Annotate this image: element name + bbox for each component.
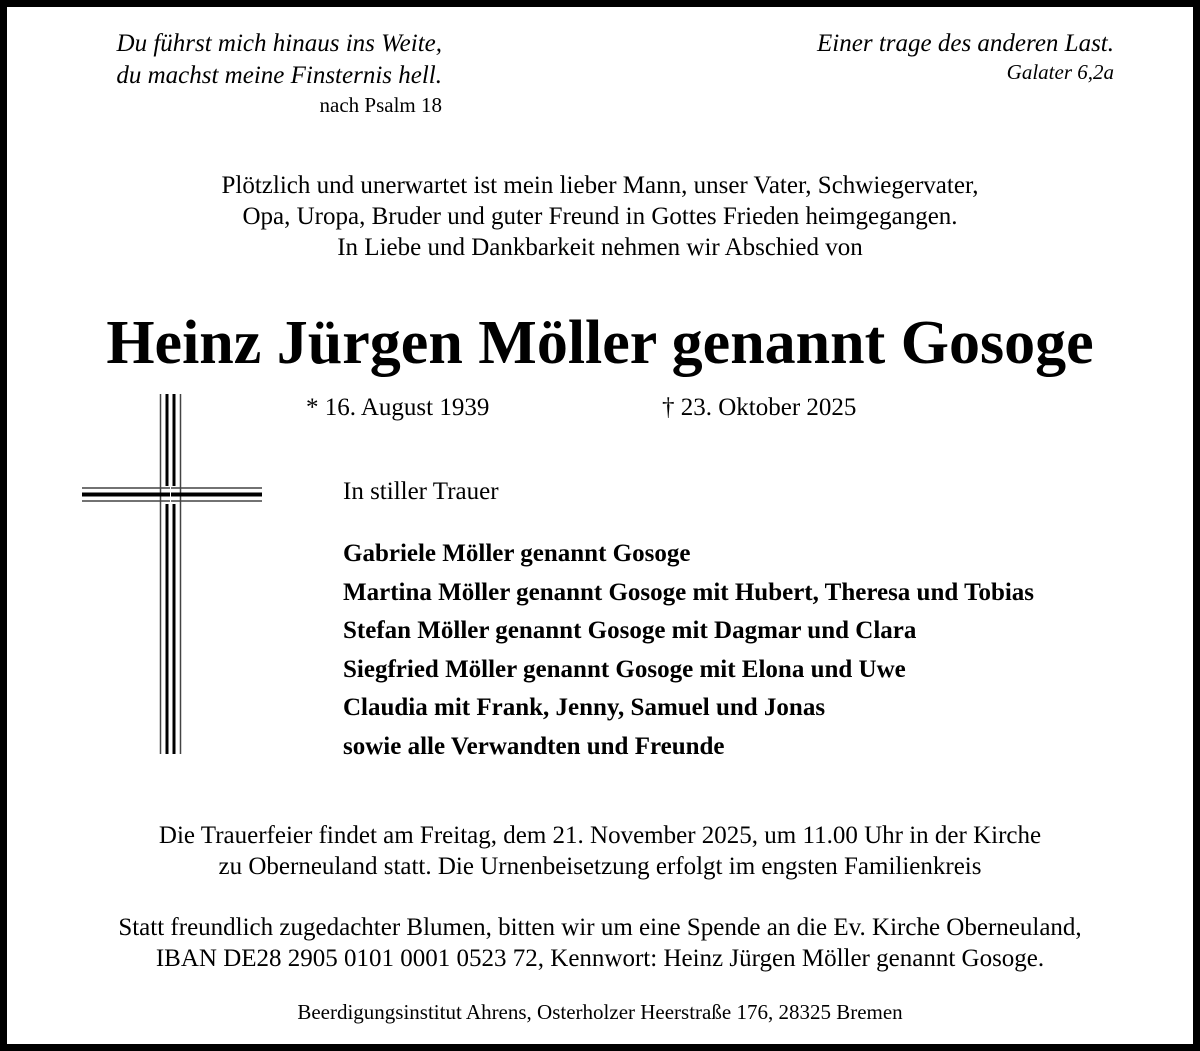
birth-date: * 16. August 1939 xyxy=(306,394,490,421)
ceremony-line: zu Oberneuland statt. Die Urnenbeisetzung erfolgt im engsten Familienkreis xyxy=(218,853,982,880)
deceased-name: Heinz Jürgen Möller genannt Gosoge xyxy=(106,309,1094,377)
funeral-home: Beerdigungsinstitut Ahrens, Osterholzer Heerstraße 176, 28325 Bremen xyxy=(297,1000,903,1024)
intro-text xyxy=(0,170,1200,263)
cross-icon xyxy=(80,394,265,756)
mourner: Martina Möller genannt Gosoge mit Hubert, Theresa und Tobias xyxy=(343,578,1035,606)
verse-left-source: nach Psalm 18 xyxy=(319,93,442,117)
verse-left xyxy=(116,28,442,118)
ceremony-line: Die Trauerfeier findet am Freitag, dem 21. November 2025, um 11.00 Uhr in der Kirche xyxy=(158,822,1042,849)
intro-line: Opa, Uropa, Bruder und guter Freund in Gottes Frieden heimgegangen. xyxy=(242,203,958,230)
death-date: † 23. Oktober 2025 xyxy=(662,394,857,421)
mourning-label: In stiller Trauer xyxy=(343,478,499,505)
donation-line: Statt freundlich zugedachter Blumen, bitten wir um eine Spende an die Ev. Kirche Oberneuland, xyxy=(118,914,1082,941)
verse-right xyxy=(817,28,1114,84)
verse-left-line: Du führst mich hinaus ins Weite, xyxy=(116,30,442,57)
mourner: Siegfried Möller genannt Gosoge mit Elona und Uwe xyxy=(343,655,906,683)
mourner: Claudia mit Frank, Jenny, Samuel und Jonas xyxy=(343,694,826,721)
verse-right-line: Einer trage des anderen Last. xyxy=(817,30,1114,57)
ceremony-text xyxy=(0,820,1200,882)
mourner: sowie alle Verwandten und Freunde xyxy=(343,732,725,760)
verse-left-line: du machst meine Finsternis hell. xyxy=(116,62,442,89)
intro-line: Plötzlich und unerwartet ist mein lieber Mann, unser Vater, Schwiegervater, xyxy=(221,172,979,199)
donation-text xyxy=(0,912,1200,974)
mourner: Gabriele Möller genannt Gosoge xyxy=(343,540,691,567)
intro-line: In Liebe und Dankbarkeit nehmen wir Abschied von xyxy=(337,234,863,261)
mourners-list xyxy=(343,535,1034,766)
verse-right-source: Galater 6,2a xyxy=(1006,60,1114,84)
donation-line: IBAN DE28 2905 0101 0001 0523 72, Kennwort: Heinz Jürgen Möller genannt Gosoge. xyxy=(155,945,1045,972)
mourner: Stefan Möller genannt Gosoge mit Dagmar und Clara xyxy=(343,617,917,644)
